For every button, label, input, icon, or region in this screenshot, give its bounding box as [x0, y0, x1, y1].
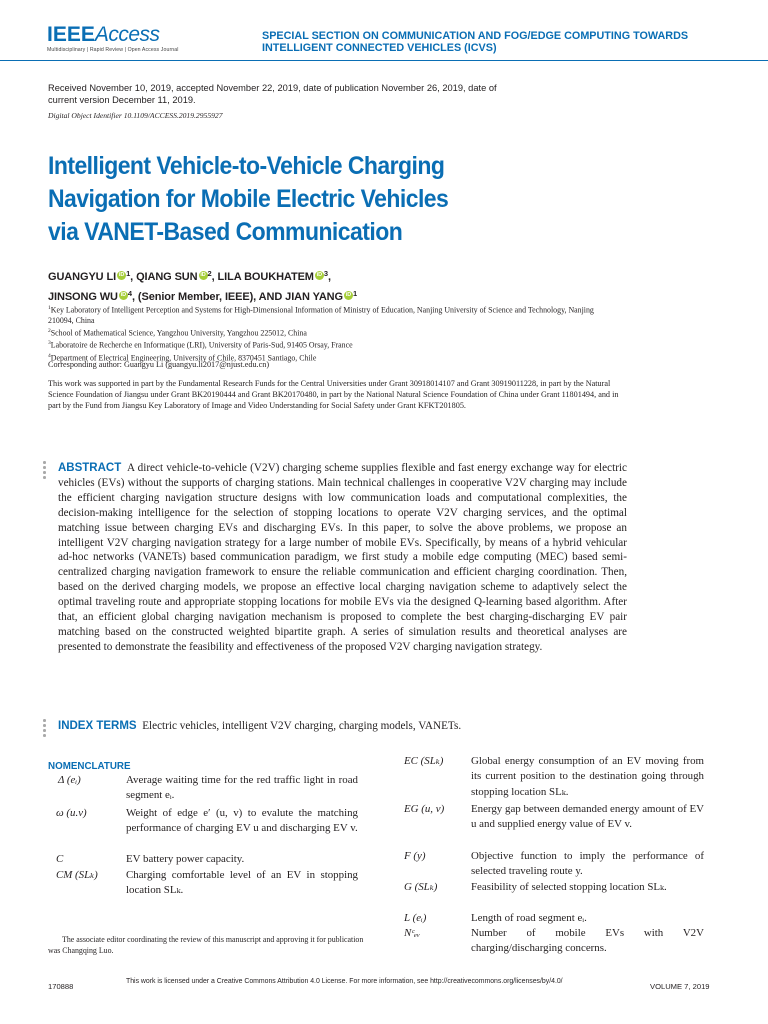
- nomenclature-symbol: EC (SLₖ): [404, 755, 444, 767]
- nomenclature-definition: EV battery power capacity.: [126, 853, 245, 865]
- author-name: GUANGYU LI: [48, 271, 117, 283]
- affiliation: $^2$School of Mathematical Science, Yangzhou University, Yangzhou 225012, China: [48, 327, 307, 338]
- author-name: QIANG SUN: [136, 271, 198, 283]
- page-number: 170888: [48, 982, 74, 991]
- nomenclature-symbol: C: [56, 853, 64, 865]
- orcid-icon[interactable]: iD: [118, 272, 125, 278]
- affiliation: $^3$Laboratoire de Recherche en Informatique (LRI), University of Paris-Sud, 91405 Orsay, France: [48, 340, 353, 350]
- nomenclature-definition: Objective function to imply the performance of selected traveling route y.: [471, 850, 704, 878]
- index-terms: [58, 719, 627, 734]
- nomenclature-symbol: ω (u.v): [56, 807, 87, 819]
- nomenclature-symbol: Nᶜₑᵥ: [404, 927, 421, 939]
- orcid-icon[interactable]: iD: [200, 272, 206, 278]
- nomenclature-definition: Length of road segment eᵢ.: [471, 912, 587, 924]
- orcid-icon[interactable]: iD: [120, 291, 127, 298]
- title-line: Intelligent Vehicle-to-Vehicle Charging: [48, 152, 445, 180]
- nomenclature-definition: Energy gap between demanded energy amount of EV u and supplied energy value of EV v.: [471, 803, 704, 831]
- affiliation-marker: 4: [127, 288, 132, 298]
- author-name: JIAN YANG: [285, 290, 343, 303]
- nomenclature-definition: Global energy consumption of an EV moving from its current position to the destination going through stopping location SLₖ.: [471, 755, 704, 798]
- journal-logo: [47, 24, 179, 53]
- nomenclature-symbol: F (y): [404, 850, 426, 862]
- orcid-icon[interactable]: iD: [345, 291, 352, 298]
- section-marker-icon: [43, 461, 49, 481]
- paper-title: [48, 150, 563, 249]
- section-marker-icon: [43, 719, 49, 739]
- header-rule: [0, 60, 768, 61]
- nomenclature-definition: Average waiting time for the red traffic light in road segment eᵢ.: [126, 774, 358, 802]
- nomenclature-definition: Number of mobile EVs with V2V charging/discharging concerns.: [471, 927, 704, 955]
- affiliation-marker: 1: [126, 269, 131, 278]
- nomenclature-heading: NOMENCLATURE: [48, 761, 131, 772]
- nomenclature-symbol: EG (u, v): [404, 803, 445, 815]
- title-line: Navigation for Mobile Electric Vehicles: [48, 185, 449, 213]
- affiliations: [48, 303, 608, 364]
- doi: Digital Object Identifier 10.1109/ACCESS.2019.2955927: [48, 111, 223, 120]
- orcid-icon[interactable]: iD: [316, 272, 323, 278]
- volume-info: VOLUME 7, 2019: [650, 982, 710, 991]
- affiliation-marker: 1: [352, 288, 358, 298]
- nomenclature-definition: Feasibility of selected stopping location SLₖ.: [471, 881, 667, 893]
- author-note: (Senior Member, IEEE), AND: [137, 290, 286, 303]
- author-name: LILA BOUKHATEM: [217, 271, 314, 283]
- index-terms-label: INDEX TERMS: [58, 720, 137, 732]
- abstract-text: A direct vehicle-to-vehicle (V2V) charging scheme supplies flexible and fast energy exchange way for electric vehicles (EVs) without the supports of charging stations. Main technical challenges in cooperative V2V charging may include the efficient charging navigation structure designs with low communication loads and computational complexities, the decision-making intelligence for the selection of stopping locations to operate V2V charging services, and the optimal matching issue between charging EVs and discharging EVs. In this paper, to solve the above problems, we propose an intelligent V2V charging navigation strategy for a large number of mobile EVs. Specifically, by means of a hybrid vehicular ad-hoc networks (VANETs) based communication paradigm, we first study a mobile edge computing (MEC) based semi-centralized charging navigation framework to ensure the reliable communication and efficient charging coordination. Then, based on the derived charging models, we propose an effective local charging navigation scheme to adaptively select the optimal traveling route and appropriate stopping locations for mobile EVs via the designed Q-learning based algorithm. After that, an efficient global charging navigation mechanism is proposed to complete the best charging-discharging EV pair matching based on the constructed weighted bipartite graph. A series of simulation results and theoretical analyses are presented to demonstrate the feasibility and effectiveness of the proposed V2V charging navigation strategy.: [58, 462, 627, 653]
- nomenclature-definition: Weight of edge e′ (u, v) to evalute the matching performance of charging EV u and discharging EV v.: [126, 807, 358, 835]
- abstract-label: ABSTRACT: [58, 462, 122, 474]
- nomenclature-right: [390, 754, 704, 964]
- nomenclature-symbol: L (eᵢ): [404, 912, 427, 924]
- nomenclature-symbol: CM (SLₖ): [56, 869, 98, 881]
- logo-ieee: IEEE: [47, 23, 95, 46]
- nomenclature-symbol: Δ (eᵢ): [58, 774, 81, 786]
- nomenclature-left: [48, 773, 358, 923]
- corresponding-author: Corresponding author: Guangyu Li (guangyu.li2017@njust.edu.cn): [48, 360, 270, 369]
- author-name: JINSONG WU: [48, 290, 118, 303]
- author-list: GUANGYU LI iD $^1$, QIANG SUN iD $^2$, LILA BOUKHATEM iD $^3$, JINSONG WU iD $^4$, (Senior Member, IEEE), AND JIAN YANG iD $^1$: [48, 269, 358, 303]
- logo-tagline: Multidisciplinary | Rapid Review | Open Access Journal: [47, 47, 179, 53]
- nomenclature-symbol: G (SLₖ): [404, 881, 438, 893]
- funding-statement: This work was supported in part by the Fundamental Research Funds for the Central Universities under Grant 30918014107 and Grant 30919011228, in part by the Natural Science Foundation of Jiangsu under Grant BK20190444 and Grant BK20170480, in part by the National Natural Science Foundation of China under Grant 11801494, and in part by the Fund from Jiangsu Key Laboratory of Image and Video Understanding for Social Safety under Grant KFKT201805.: [48, 379, 619, 411]
- affiliation-marker: 2: [207, 269, 212, 278]
- received-dates: Received November 10, 2019, accepted November 22, 2019, date of publication November 26, 2019, date of current version December 11, 2019.: [48, 83, 497, 105]
- editor-footnote: The associate editor coordinating the review of this manuscript and approving it for publication was Changqing Luo.: [48, 935, 364, 955]
- abstract: [58, 461, 627, 655]
- license-notice[interactable]: This work is licensed under a Creative Commons Attribution 4.0 License. For more information, see http://creativecommons.org/licenses/by/4.0/: [126, 978, 563, 985]
- nomenclature-definition: Charging comfortable level of an EV in stopping location SLₖ.: [126, 869, 358, 897]
- affiliation: $^4$Department of Electrical Engineering, University of Chile, 8370451 Santiago, Chile: [48, 352, 317, 363]
- affiliation: $^1$Key Laboratory of Intelligent Perception and Systems for High-Dimensional Information of Ministry of Education, Nanjing University of Science and Technology, Nanjing 210094, China: [48, 305, 594, 325]
- affiliation-marker: 3: [323, 269, 328, 278]
- title-line: via VANET-Based Communication: [48, 218, 403, 246]
- logo-access: Access: [94, 23, 160, 46]
- special-section-heading: SPECIAL SECTION ON COMMUNICATION AND FOG/EDGE COMPUTING TOWARDS INTELLIGENT CONNECTED VEHICLES (ICVS): [262, 30, 689, 54]
- index-terms-text: Electric vehicles, intelligent V2V charging, charging models, VANETs.: [142, 720, 462, 732]
